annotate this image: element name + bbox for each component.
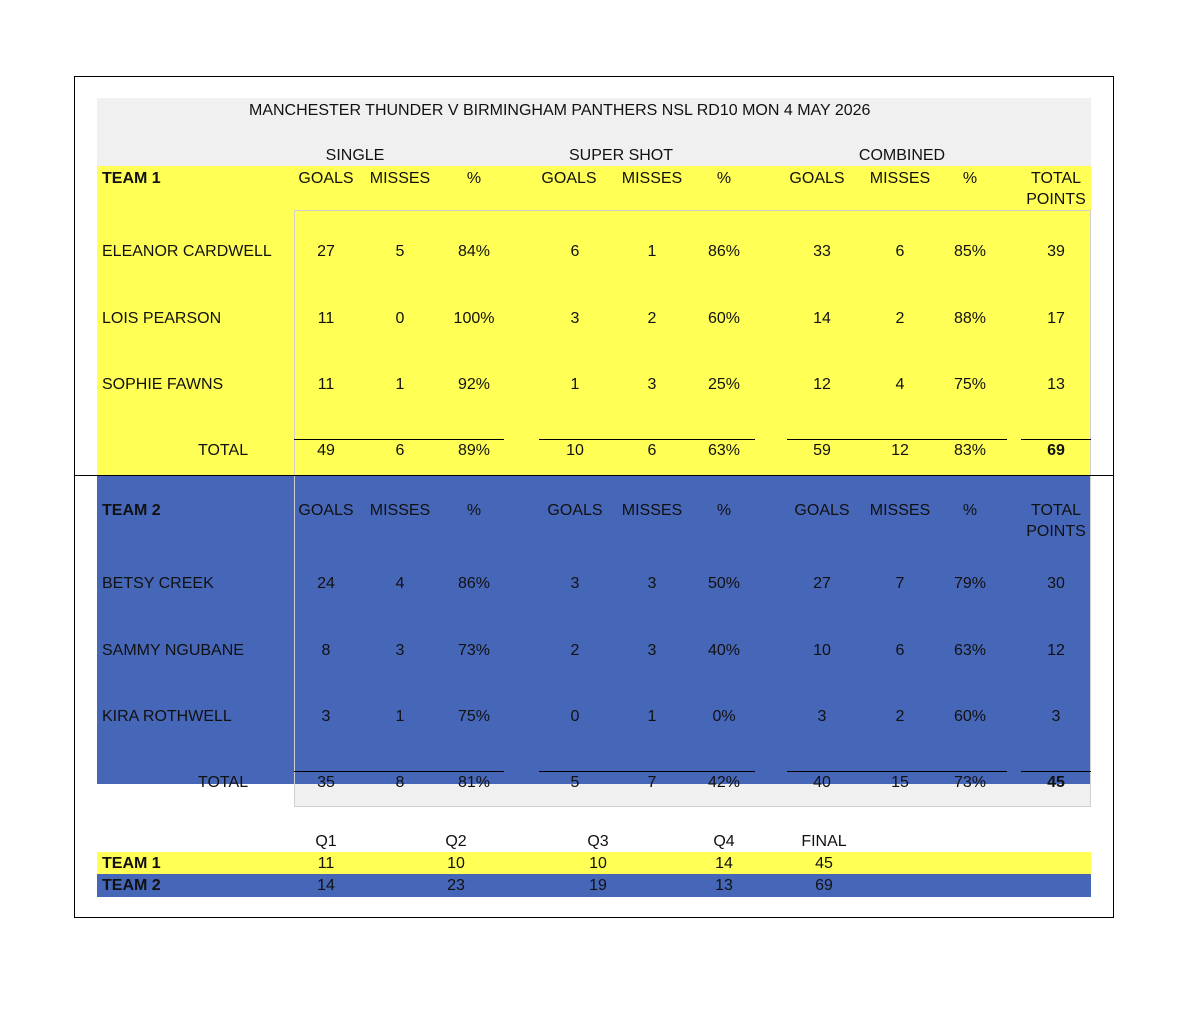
stat-cell: 7 xyxy=(895,575,905,592)
total-cell: 5 xyxy=(570,774,580,791)
stat-cell: 88% xyxy=(953,310,987,327)
column-header: GOALS xyxy=(298,170,354,187)
player-name: LOIS PEARSON xyxy=(102,310,222,327)
total-label: TOTAL xyxy=(198,442,249,459)
total-underline xyxy=(294,439,504,440)
section-divider xyxy=(74,475,1114,476)
stat-cell: 85% xyxy=(953,243,987,260)
player-name: BETSY CREEK xyxy=(102,575,214,592)
total-underline xyxy=(294,771,504,772)
column-header: % xyxy=(962,502,978,519)
total-underline xyxy=(787,439,1007,440)
stat-cell: 11 xyxy=(317,376,335,393)
total-points: 45 xyxy=(1047,774,1065,791)
group-header-super-shot: SUPER SHOT xyxy=(568,147,674,164)
total-points: 69 xyxy=(1047,442,1065,459)
stat-cell: 75% xyxy=(457,708,491,725)
total-underline xyxy=(1021,771,1091,772)
stat-cell: 1 xyxy=(647,708,657,725)
stat-cell: 8 xyxy=(321,642,331,659)
stat-cell: 6 xyxy=(895,642,905,659)
column-header: GOALS xyxy=(298,502,354,519)
stat-cell: 60% xyxy=(707,310,741,327)
player-points: 13 xyxy=(1047,376,1065,393)
total-points-header: TOTAL xyxy=(1030,170,1082,187)
total-cell: 35 xyxy=(317,774,335,791)
stat-cell: 3 xyxy=(395,642,405,659)
player-points: 17 xyxy=(1047,310,1065,327)
stat-cell: 73% xyxy=(457,642,491,659)
total-underline xyxy=(1021,439,1091,440)
quarter-header: Q4 xyxy=(713,833,735,850)
stat-cell: 3 xyxy=(647,376,657,393)
player-name: KIRA ROTHWELL xyxy=(102,708,232,725)
quarter-value: 14 xyxy=(715,855,733,872)
stat-cell: 50% xyxy=(707,575,741,592)
stat-cell: 3 xyxy=(570,310,580,327)
stat-cell: 2 xyxy=(895,310,905,327)
total-cell: 6 xyxy=(395,442,405,459)
stat-cell: 24 xyxy=(317,575,335,592)
stat-cell: 92% xyxy=(457,376,491,393)
stat-cell: 1 xyxy=(647,243,657,260)
stat-cell: 3 xyxy=(647,575,657,592)
column-header: % xyxy=(466,502,482,519)
stat-cell: 0% xyxy=(712,708,736,725)
total-cell: 73% xyxy=(953,774,987,791)
stat-cell: 2 xyxy=(647,310,657,327)
stat-cell: 100% xyxy=(453,310,495,327)
column-header: MISSES xyxy=(621,170,683,187)
column-header: MISSES xyxy=(869,502,931,519)
total-cell: 40 xyxy=(813,774,831,791)
total-cell: 49 xyxy=(317,442,335,459)
player-points: 39 xyxy=(1047,243,1065,260)
quarter-value: 14 xyxy=(317,877,335,894)
player-name: ELEANOR CARDWELL xyxy=(102,243,272,260)
total-cell: 7 xyxy=(647,774,657,791)
stat-cell: 6 xyxy=(895,243,905,260)
stat-cell: 6 xyxy=(570,243,580,260)
total-cell: 10 xyxy=(566,442,584,459)
stat-cell: 12 xyxy=(813,376,831,393)
total-underline xyxy=(539,771,755,772)
quarter-value: 10 xyxy=(447,855,465,872)
quarter-header: FINAL xyxy=(801,833,847,850)
total-cell: 89% xyxy=(457,442,491,459)
quarter-value: 69 xyxy=(815,877,833,894)
quarter-value: 11 xyxy=(317,855,335,872)
column-header: MISSES xyxy=(621,502,683,519)
column-header: % xyxy=(962,170,978,187)
column-header: % xyxy=(716,170,732,187)
quarter-value: 19 xyxy=(589,877,607,894)
stat-cell: 10 xyxy=(813,642,831,659)
stat-cell: 1 xyxy=(395,376,405,393)
total-underline xyxy=(539,439,755,440)
stat-cell: 25% xyxy=(707,376,741,393)
stat-cell: 86% xyxy=(457,575,491,592)
team-label: TEAM 2 xyxy=(102,502,161,519)
stat-cell: 5 xyxy=(395,243,405,260)
stat-cell: 2 xyxy=(895,708,905,725)
stat-cell: 2 xyxy=(570,642,580,659)
stat-cell: 60% xyxy=(953,708,987,725)
total-points-header: TOTAL xyxy=(1030,502,1082,519)
stat-cell: 0 xyxy=(570,708,580,725)
group-header-combined: COMBINED xyxy=(858,147,946,164)
total-underline xyxy=(787,771,1007,772)
column-header: % xyxy=(466,170,482,187)
stat-cell: 11 xyxy=(317,310,335,327)
total-cell: 8 xyxy=(395,774,405,791)
stat-cell: 63% xyxy=(953,642,987,659)
stat-cell: 14 xyxy=(813,310,831,327)
column-header: % xyxy=(716,502,732,519)
player-points: 3 xyxy=(1051,708,1061,725)
stat-cell: 33 xyxy=(813,243,831,260)
total-cell: 15 xyxy=(891,774,909,791)
stat-cell: 4 xyxy=(395,575,405,592)
column-header: GOALS xyxy=(547,502,603,519)
quarter-value: 45 xyxy=(815,855,833,872)
stat-cell: 27 xyxy=(317,243,335,260)
stat-cell: 4 xyxy=(895,376,905,393)
quarter-header: Q1 xyxy=(315,833,337,850)
stat-cell: 1 xyxy=(395,708,405,725)
quarter-header: Q2 xyxy=(445,833,467,850)
quarter-team-label: TEAM 2 xyxy=(102,877,161,894)
stat-cell: 40% xyxy=(707,642,741,659)
total-label: TOTAL xyxy=(198,774,249,791)
team-label: TEAM 1 xyxy=(102,170,161,187)
stat-cell: 3 xyxy=(321,708,331,725)
column-header: GOALS xyxy=(541,170,597,187)
quarter-value: 13 xyxy=(715,877,733,894)
player-name: SOPHIE FAWNS xyxy=(102,376,224,393)
total-cell: 6 xyxy=(647,442,657,459)
stat-cell: 3 xyxy=(647,642,657,659)
total-cell: 59 xyxy=(813,442,831,459)
total-points-header: POINTS xyxy=(1026,191,1086,208)
stat-cell: 75% xyxy=(953,376,987,393)
total-cell: 83% xyxy=(953,442,987,459)
total-points-header: POINTS xyxy=(1026,523,1086,540)
column-header: MISSES xyxy=(369,502,431,519)
quarter-team-label: TEAM 1 xyxy=(102,855,161,872)
stat-cell: 1 xyxy=(570,376,580,393)
quarter-value: 23 xyxy=(447,877,465,894)
column-header: GOALS xyxy=(794,502,850,519)
stat-cell: 84% xyxy=(457,243,491,260)
quarter-value: 10 xyxy=(589,855,607,872)
stat-cell: 27 xyxy=(813,575,831,592)
total-cell: 63% xyxy=(707,442,741,459)
player-points: 30 xyxy=(1047,575,1065,592)
total-cell: 12 xyxy=(891,442,909,459)
total-cell: 42% xyxy=(707,774,741,791)
column-header: MISSES xyxy=(369,170,431,187)
total-cell: 81% xyxy=(457,774,491,791)
stat-cell: 86% xyxy=(707,243,741,260)
stat-cell: 3 xyxy=(817,708,827,725)
column-header: MISSES xyxy=(869,170,931,187)
page-title: MANCHESTER THUNDER V BIRMINGHAM PANTHERS NSL RD10 MON 4 MAY 2026 xyxy=(249,102,871,119)
quarter-header: Q3 xyxy=(587,833,609,850)
column-header: GOALS xyxy=(789,170,845,187)
player-points: 12 xyxy=(1047,642,1065,659)
stat-cell: 3 xyxy=(570,575,580,592)
player-name: SAMMY NGUBANE xyxy=(102,642,244,659)
stat-cell: 79% xyxy=(953,575,987,592)
group-header-single: SINGLE xyxy=(325,147,385,164)
stat-cell: 0 xyxy=(395,310,405,327)
